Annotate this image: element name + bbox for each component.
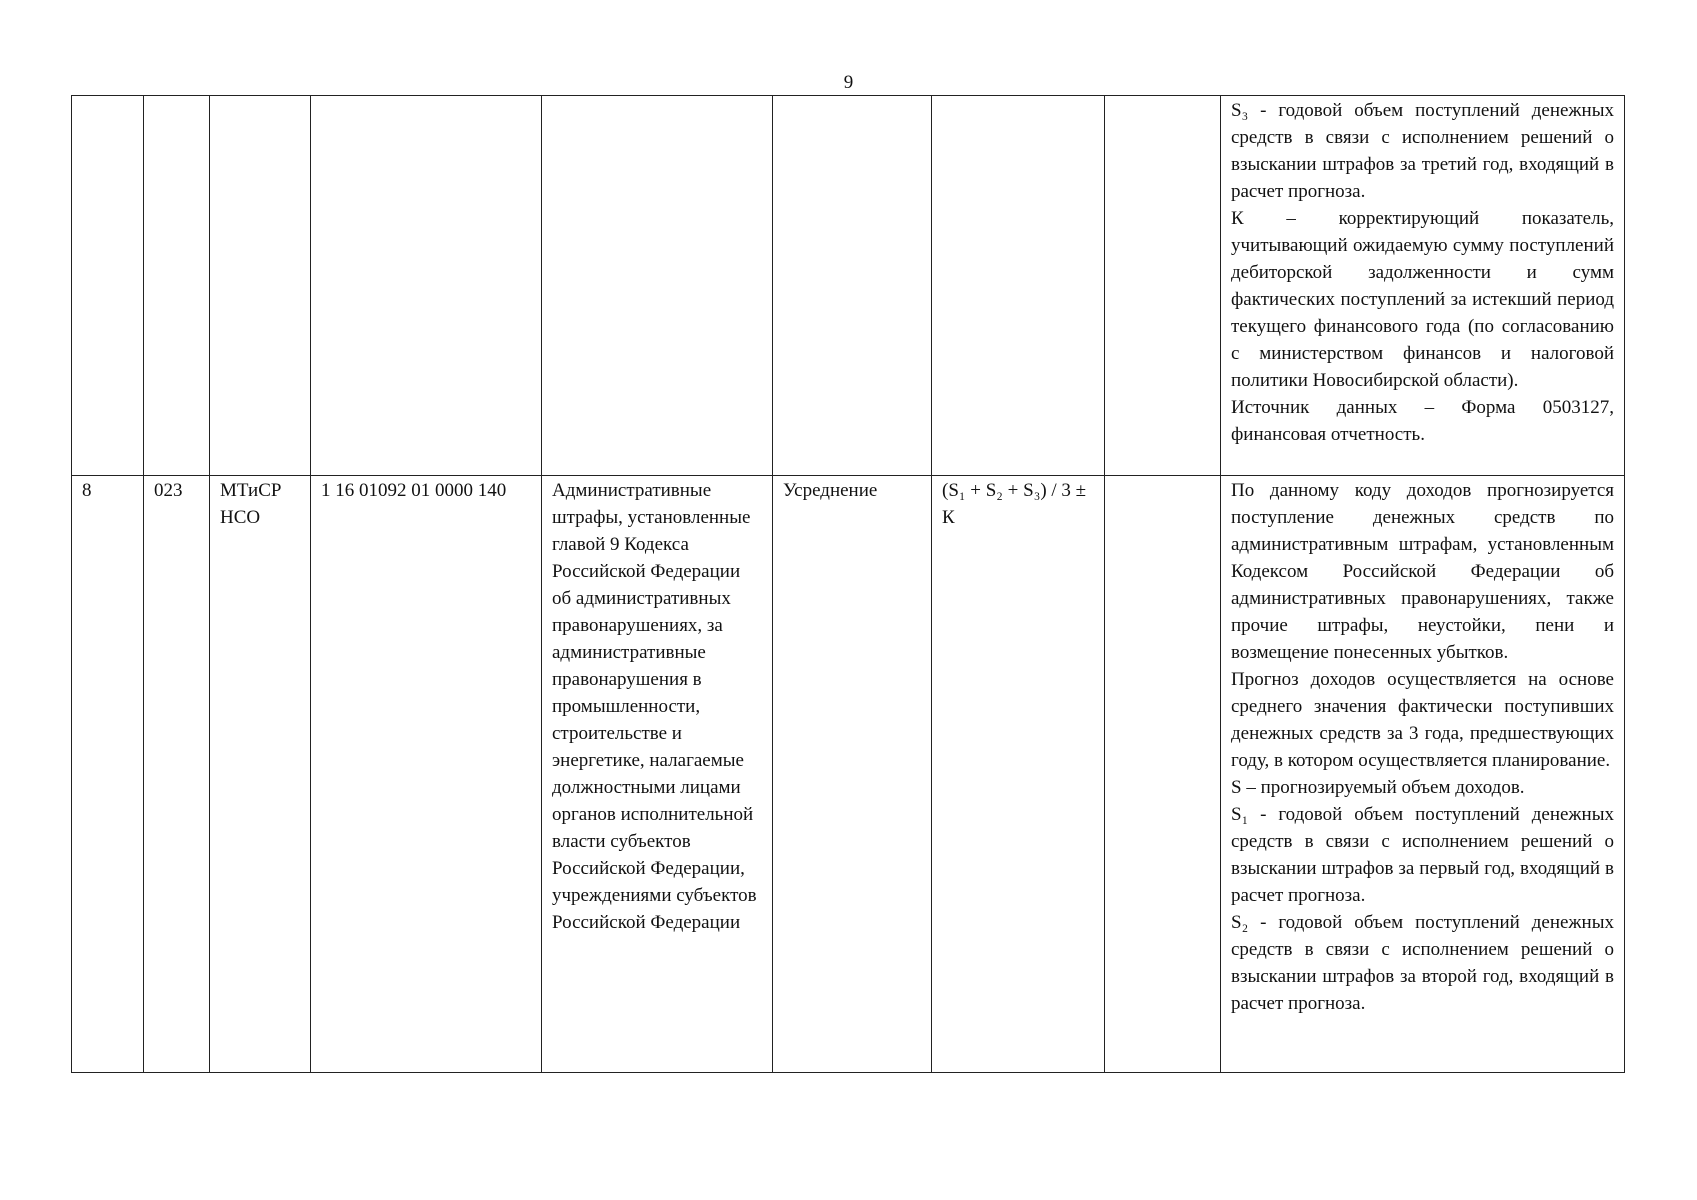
cell-no [72,96,144,476]
revenue-forecast-table [71,95,1625,1073]
cell-code: 023 [144,476,210,1073]
cell-admin: МТиСР НСО [210,476,311,1073]
description-paragraph: Прогноз доходов осуществляется на основе среднего значения фактически поступивших денежных средств за 3 года, предшествующих году, в котором осуществляется планирование. [1231,669,1614,771]
cell-no: 8 [72,476,144,1073]
description-paragraph: По данному коду доходов прогнозируется поступление денежных средств по административным штрафам, установленным Кодексом Российской Федерации об административных правонарушениях, также прочие штрафы, неустойки, пени и возмещение понесенных убытков. [1231,480,1614,663]
cell-method: Усреднение [773,476,932,1073]
cell-kbk [311,96,542,476]
cell-name: Административные штрафы, установленные главой 9 Кодекса Российской Федерации об административных правонарушениях, за административные правонарушения в промышленности, строительстве и энергетике, налагаемые должностными лицами органов исполнительной власти субъектов Российской Федерации, учреждениями субъектов Российской Федерации [542,476,773,1073]
description-paragraph: S₃ - годовой объем поступлений денежных средств в связи с исполнением решений о взыскании штрафов за третий год, входящий в расчет прогноза. [1231,100,1614,202]
description-paragraph: S – прогнозируемый объем доходов. [1231,777,1525,798]
description-paragraph: S₂ - годовой объем поступлений денежных средств в связи с исполнением решений о взыскании штрафов за второй год, входящий в расчет прогноза. [1231,912,1614,1014]
description-paragraph: Источник данных – Форма 0503127, финансовая отчетность. [1231,397,1614,445]
cell-extra [1105,476,1221,1073]
cell-admin [210,96,311,476]
cell-extra [1105,96,1221,476]
cell-description [1221,476,1625,1073]
cell-name [542,96,773,476]
cell-code [144,96,210,476]
cell-formula [932,96,1105,476]
description-paragraph: S₁ - годовой объем поступлений денежных средств в связи с исполнением решений о взыскании штрафов за первый год, входящий в расчет прогноза. [1231,804,1614,906]
cell-description [1221,96,1625,476]
description-paragraph: К – корректирующий показатель, учитывающий ожидаемую сумму поступлений дебиторской задолженности и сумм фактических поступлений за истекший период текущего финансового года (по согласованию с министерством финансов и налоговой политики Новосибирской области). [1231,208,1614,391]
cell-method [773,96,932,476]
cell-formula: (S₁ + S₂ + S₃) / 3 ± К [932,476,1105,1073]
table-row [72,96,1625,476]
page-number: 9 [843,72,854,93]
cell-kbk: 1 16 01092 01 0000 140 [311,476,542,1073]
table-row [72,476,1625,1073]
